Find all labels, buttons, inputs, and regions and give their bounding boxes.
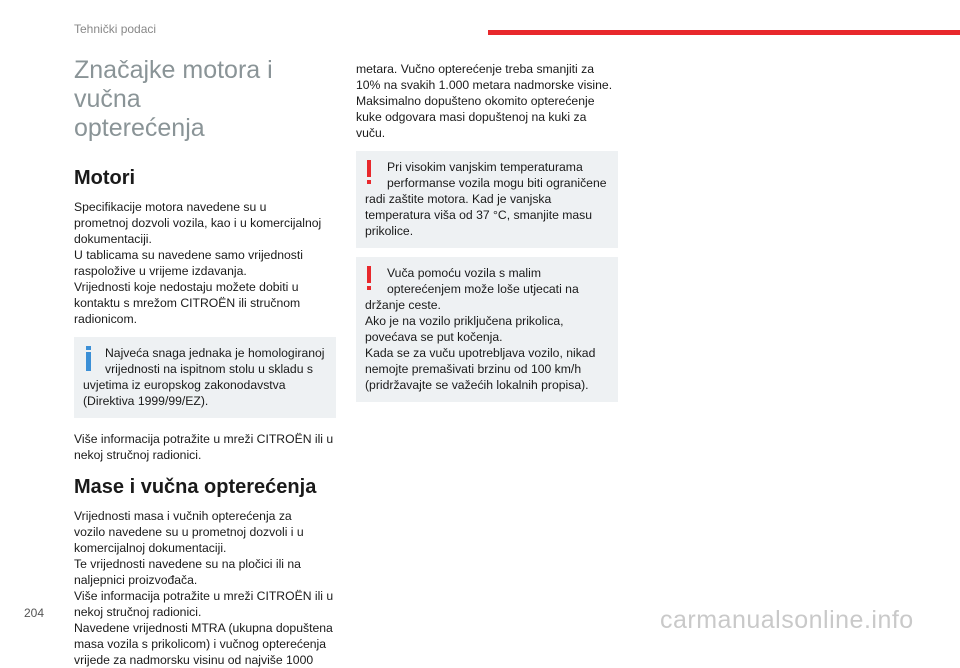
warning-towing-text-indented: Vuča pomoću vozila s malim opterećenjem može loše utjecati na [387,266,579,296]
warning-box-temperature [356,151,618,248]
watermark: carmanualsonline.info [660,606,914,634]
right-column [356,61,618,402]
header-section-title: Tehnički podaci [74,22,157,36]
heading-motori: Motori [74,167,136,189]
warning-box-towing [356,257,618,402]
warning-towing-text: držanje ceste. Ako je na vozilo priključena prikolica, povećava se put kočenja. Kada se za vuču upotrebljava vozilo, nikad nemojte premašivati brzinu od 100 km/h (pridržavajte se važećih lokalnih propisa). [365,298,596,392]
page-number: 204 [24,606,45,620]
more-info-paragraph: Više informacija potražite u mreži CITROËN ili u nekoj stručnoj radionici. [74,432,334,462]
left-column [74,56,336,668]
info-box [74,337,336,418]
info-box-text-indented: Najveća snaga jednaka je homologiranoj vrijednosti na ispitnom stolu u skladu s [105,346,325,376]
warning-temperature-text: radi zaštite motora. Kad je vanjska temperatura viša od 37 °C, smanjite masu prikolice. [365,192,593,238]
warning-temperature-text-indented: Pri visokim vanjskim temperaturama performanse vozila mogu biti ograničene [387,160,607,190]
warning-icon [366,160,374,186]
info-box-text: uvjetima iz europskog zakonodavstva (Direktiva 1999/99/EZ). [83,378,286,408]
header-accent-bar [488,30,960,35]
continued-paragraph: metara. Vučno opterećenje treba smanjiti za 10% na svakih 1.000 metara nadmorske visine. Maksimalno dopušteno okomito opterećenje kuke odgovara masi dopuštenoj na kuki za vuču. [356,62,613,140]
page-title: Značajke motora i vučna opterećenja [74,56,273,142]
warning-icon [366,266,374,292]
motori-paragraph: Specifikacije motora navedene su u prometnoj dozvoli vozila, kao i u komercijalnoj dokumentaciji. U tablicama su navedene samo vrijednosti raspoložive u vrijeme izdavanja. Vrijednosti koje nedostaju možete dobiti u kontaktu s mrežom CITROËN ili stručnom radionicom. [74,200,322,326]
info-icon [86,346,94,372]
mase-paragraph: Vrijednosti masa i vučnih opterećenja za vozilo navedene su u prometnoj dozvoli i u komercijalnoj dokumentaciji. Te vrijednosti navedene su na pločici ili na naljepnici proizvođača. Više informacija potražite u mreži CITROËN ili u nekoj stručnoj radionici. Navedene vrijednosti MTRA (ukupna dopuštena masa vozila s prikolicom) i vučnog opterećenja vrijede za nadmorsku visinu od najviše 1000 [74,509,334,667]
heading-mase: Mase i vučna opterećenja [74,476,317,498]
